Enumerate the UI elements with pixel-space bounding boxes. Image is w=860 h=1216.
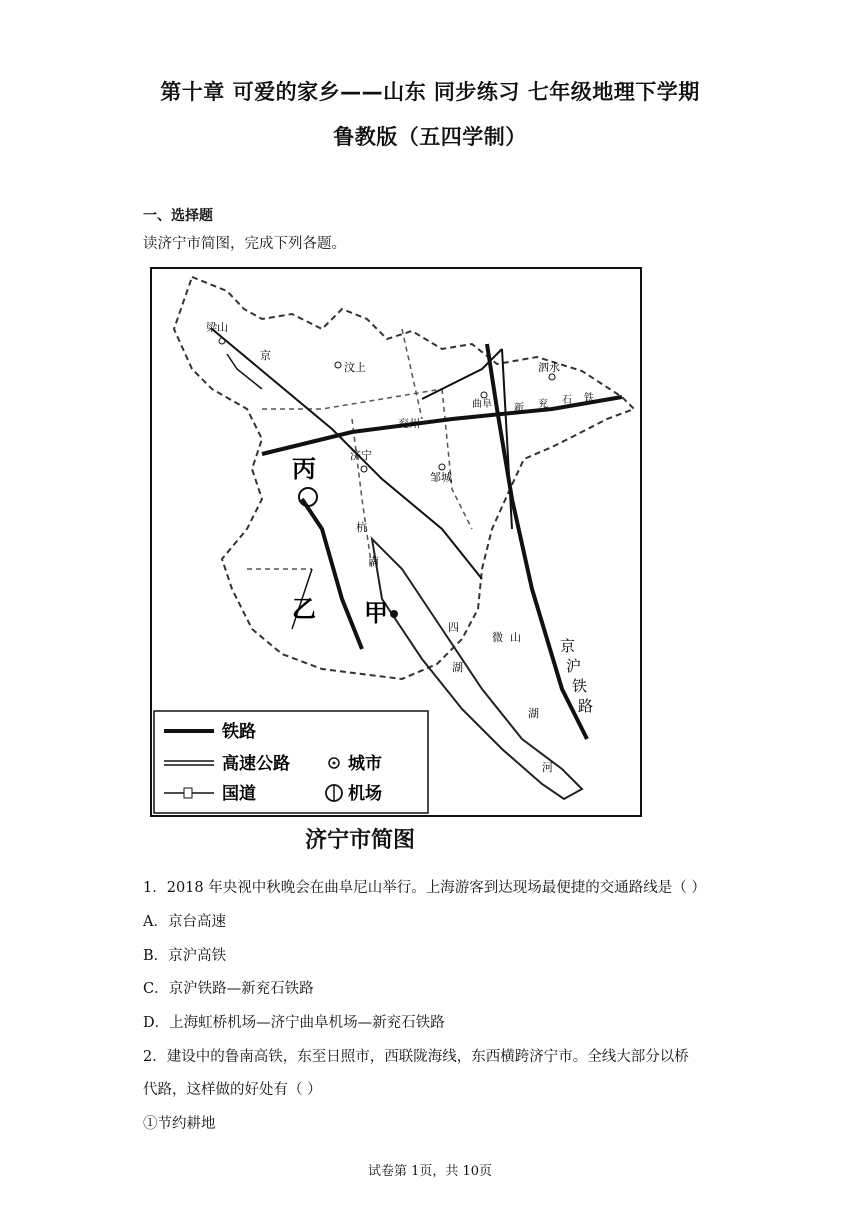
question-2-stem-line2: 代路，这样做的好处有（ ） [143,1082,322,1098]
legend-airport: 机场 [348,784,382,804]
label-yi: 乙 [292,595,316,623]
city-marker-jining [361,466,367,472]
label-yan: 兖 [538,399,548,410]
city-marker-jia [390,610,398,618]
section-heading: 一、选择题 [143,208,213,224]
question-2-stem-line1: 2．建设中的鲁南高铁，东至日照市，西联陇海线，东西横跨济宁市。全线大部分以桥 [143,1049,689,1065]
label-yanzhou: 兖州 [398,417,420,430]
city-marker-sishui [549,374,555,380]
legend-box [154,711,428,813]
expressway-east [422,349,512,529]
city-marker-zoucheng [439,464,445,470]
section-intro: 读济宁市简图，完成下列各题。 [143,236,346,252]
label-sihu: 湖 [452,661,463,674]
legend-national-road: 国道 [222,784,256,804]
label-liangshan: 梁山 [206,321,228,334]
jining-map [150,267,642,817]
document-title-line2: 鲁教版（五四学制） [333,125,527,149]
label-jinghu-2: 沪 [566,657,582,675]
label-jinghu-1: 京 [560,637,576,655]
label-hu: 湖 [528,707,539,720]
map-drawing [152,269,640,815]
label-shi: 石 [562,395,572,406]
label-jing: 京 [260,349,271,362]
city-boundary [174,277,634,679]
airport-marker [299,488,317,506]
legend-railway: 铁路 [222,722,256,742]
label-bing: 丙 [292,455,316,483]
question-2-option-1: ①节约耕地 [143,1116,216,1132]
city-marker-liangshan [219,338,225,344]
label-jining: 济宁 [350,449,372,462]
label-nan: 南 [368,555,379,568]
document-title-line1: 第十章 可爱的家乡——山东 同步练习 七年级地理下学期 [160,80,700,104]
national-road-1 [227,354,262,389]
city-marker-wenshang [335,362,341,368]
label-jinghu-4: 路 [578,697,594,715]
legend-city: 城市 [348,754,382,774]
label-qufu: 曲阜 [472,399,492,410]
map-caption: 济宁市简图 [305,828,416,853]
city-marker-qufu [481,392,487,398]
question-1-option-d: D．上海虹桥机场—济宁曲阜机场—新兖石铁路 [143,1015,445,1031]
label-xin: 新 [514,403,524,414]
label-wei: 微 [492,631,503,644]
question-1-stem: 1．2018 年央视中秋晚会在曲阜尼山举行。上海游客到达现场最便捷的交通路线是（ ） [143,880,706,896]
label-si: 四 [448,621,459,634]
label-he: 河 [542,761,553,774]
question-1-option-b: B．京沪高铁 [143,948,227,964]
legend-expressway: 高速公路 [222,754,290,774]
label-hang: 杭 [356,521,367,534]
label-zoucheng: 邹城 [430,471,452,484]
question-1-option-a: A．京台高速 [143,914,226,930]
label-jia: 甲 [364,599,388,627]
label-wenshang: 汶上 [344,361,366,374]
label-sishui: 泗水 [538,361,560,374]
page-footer: 试卷第 1页，共 10页 [367,1164,493,1179]
label-tie: 铁 [584,393,594,404]
label-shan: 山 [510,631,521,644]
label-jinghu-3: 铁 [572,677,588,695]
question-1-option-c: C．京沪铁路—新兖石铁路 [143,981,314,997]
